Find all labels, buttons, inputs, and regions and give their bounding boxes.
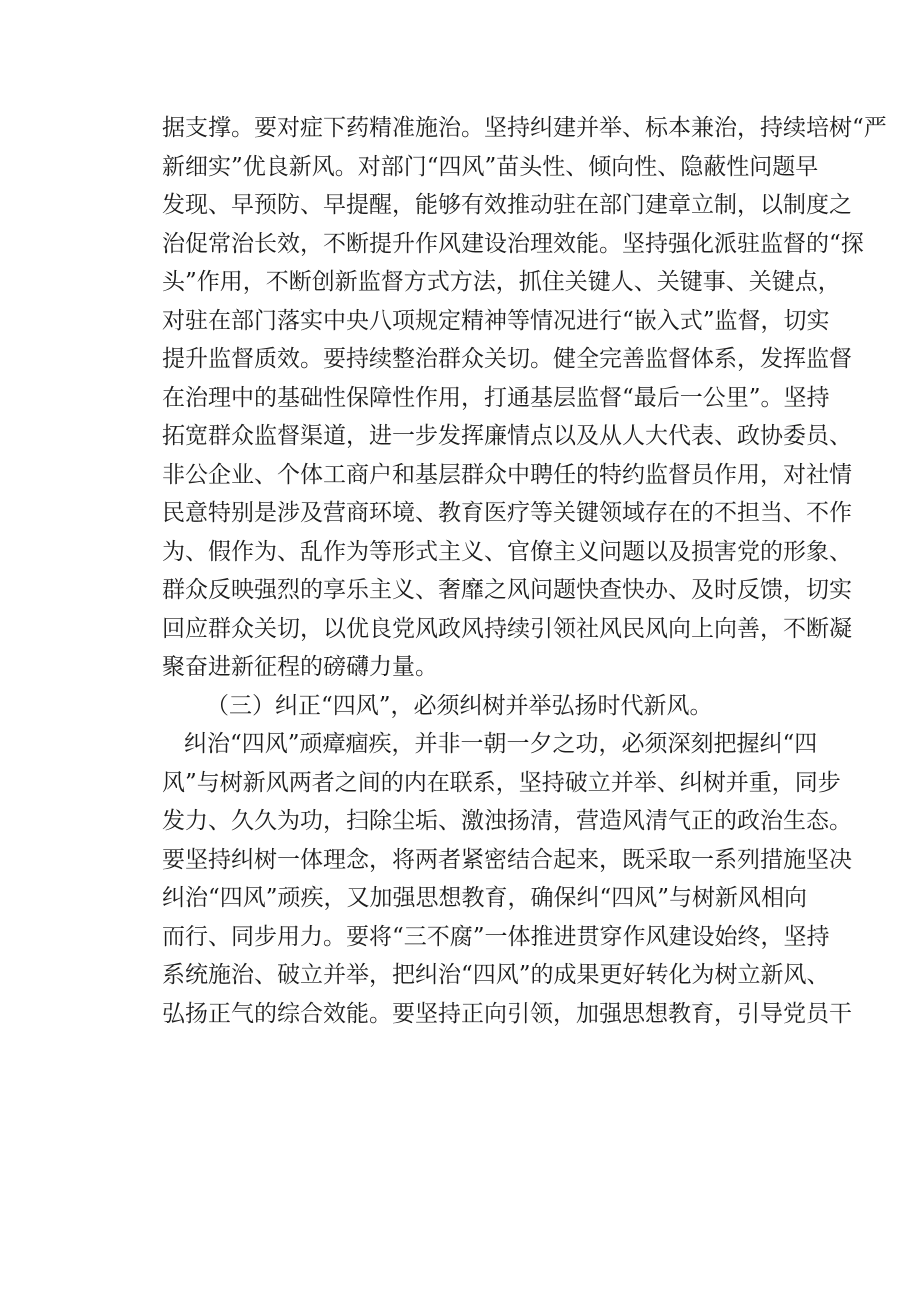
text-line: 回应群众关切，以优良党风政风持续引领社风民风向上向善，不断凝	[162, 615, 852, 642]
text-line: 弘扬正气的综合效能。要坚持正向引领，加强思想教育，引导党员干	[162, 1000, 852, 1027]
text-line: 发力、久久为功，扫除尘垢、激浊扬清，营造风清气正的政治生态。	[162, 808, 852, 834]
text-line: 风”与树新风两者之间的内在联系，坚持破立并举、纠树并重，同步	[162, 769, 841, 796]
text-line: 在治理中的基础性保障性作用，打通基层监督“最后一公里”。坚持	[162, 384, 830, 411]
text-line: 发现、早预防、早提醒，能够有效推动驻在部门建章立制，以制度之	[162, 192, 852, 218]
paragraph-1	[162, 109, 887, 687]
text-line: 治促常治长效，不断提升作风建设治理效能。坚持强化派驻监督的“探	[162, 230, 864, 257]
paragraph-2	[162, 725, 852, 1033]
text-line: 系统施治、破立并举，把纠治“四风”的成果更好转化为树立新风、	[162, 962, 830, 988]
text-line: 据支撑。要对症下药精准施治。坚持纠建并举、标本兼治，持续培树“严	[162, 115, 887, 141]
text-line: 拓宽群众监督渠道，进一步发挥廉情点以及从人大代表、政协委员、	[162, 423, 852, 449]
text-line: 对驻在部门落实中央八项规定精神等情况进行“嵌入式”监督，切实	[162, 307, 830, 334]
text-line: 群众反映强烈的享乐主义、奢靡之风问题快查快办、及时反馈，切实	[162, 577, 852, 603]
text-line: 头”作用，不断创新监督方式方法，抓住关键人、关键事、关键点，	[162, 269, 841, 295]
text-line: 纠治“四风”顽瘴痼疾，并非一朝一夕之功，必须深刻把握纠“四	[184, 731, 818, 757]
text-line: 非公企业、个体工商户和基层群众中聘任的特约监督员作用，对社情	[162, 461, 852, 488]
text-line: 为、假作为、乱作为等形式主义、官僚主义问题以及损害党的形象、	[162, 538, 852, 565]
text-line: 民意特别是涉及营商环境、教育医疗等关键领域存在的不担当、不作	[162, 500, 852, 526]
document-body	[162, 109, 887, 1033]
section-heading: （三）纠正“四风”，必须纠树并举弘扬时代新风。	[206, 692, 713, 719]
text-line: 而行、同步用力。要将“三不腐”一体推进贯穿作风建设始终，坚持	[162, 923, 830, 950]
text-line: 要坚持纠树一体理念，将两者紧密结合起来，既采取一系列措施坚决	[162, 846, 852, 873]
text-line: 提升监督质效。要持续整治群众关切。健全完善监督体系，发挥监督	[162, 346, 852, 372]
text-line: 纠治“四风”顽疾，又加强思想教育，确保纠“四风”与树新风相向	[162, 885, 808, 911]
text-line: 聚奋进新征程的磅礴力量。	[162, 654, 438, 680]
text-line: 新细实”优良新风。对部门“四风”苗头性、倾向性、隐蔽性问题早	[162, 153, 819, 180]
